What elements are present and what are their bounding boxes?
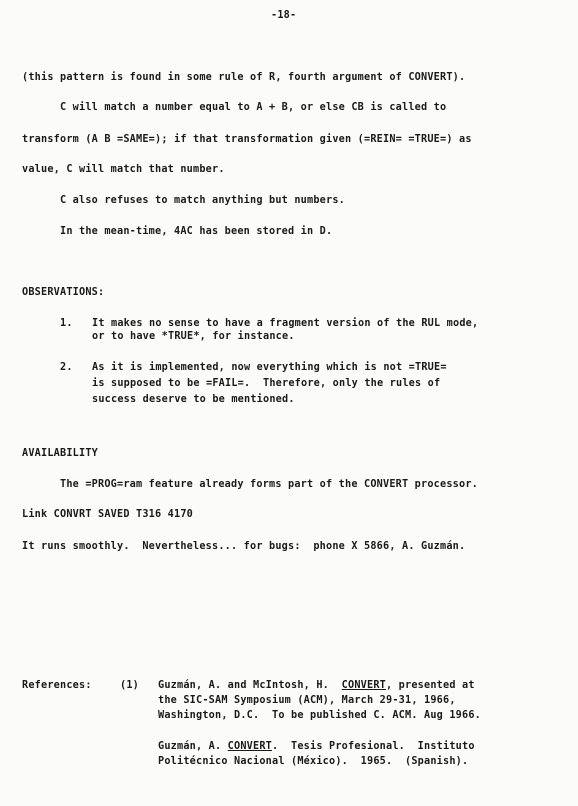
availability-line: Link CONVRT SAVED T316 4170	[22, 509, 194, 520]
reference-title: CONVERT	[341, 680, 387, 691]
paragraph-line: In the mean-time, 4AC has been stored in D.	[60, 226, 333, 237]
paragraph-line: value, C will match that number.	[22, 164, 225, 175]
reference-line: Washington, D.C. To be published C. ACM. Aug 1966.	[158, 710, 482, 721]
reference-line	[158, 680, 475, 692]
reference-authors: Guzmán, A.	[158, 741, 228, 752]
reference-text: . Tesis Profesional. Instituto	[272, 741, 475, 752]
reference-authors: Guzmán, A. and McIntosh, H.	[158, 680, 342, 691]
availability-heading: AVAILABILITY	[22, 448, 99, 459]
observation-item-line: success deserve to be mentioned.	[92, 394, 295, 405]
availability-line: It runs smoothly. Nevertheless... for bugs: phone X 5866, A. Guzmán.	[22, 541, 466, 552]
reference-text: , presented at	[386, 680, 475, 691]
observation-item-line: or to have *TRUE*, for instance.	[92, 331, 295, 342]
observation-item-line: It makes no sense to have a fragment version of the RUL mode,	[92, 318, 479, 329]
paragraph-line: (this pattern is found in some rule of R, fourth argument of CONVERT).	[22, 72, 466, 83]
references-label: References:	[22, 680, 92, 691]
observations-heading: OBSERVATIONS:	[22, 287, 105, 298]
paragraph-line: C will match a number equal to A + B, or else CB is called to	[60, 102, 447, 113]
reference-number: (1)	[120, 680, 140, 691]
reference-line	[158, 741, 475, 753]
reference-line: Politécnico Nacional (México). 1965. (Spanish).	[158, 756, 469, 767]
observation-item-line: is supposed to be =FAIL=. Therefore, only the rules of	[92, 378, 441, 389]
reference-title: CONVERT	[227, 741, 273, 752]
availability-line: The =PROG=ram feature already forms part of the CONVERT processor.	[60, 479, 479, 490]
observation-item-number: 2.	[60, 362, 73, 373]
paragraph-line: C also refuses to match anything but numbers.	[60, 195, 346, 206]
observation-item-number: 1.	[60, 318, 73, 329]
observation-item-line: As it is implemented, now everything which is not =TRUE=	[92, 362, 447, 373]
page-number: -18-	[271, 10, 297, 21]
reference-line: the SIC-SAM Symposium (ACM), March 29-31, 1966,	[158, 695, 456, 706]
paragraph-line: transform (A B =SAME=); if that transformation given (=REIN= =TRUE=) as	[22, 134, 472, 145]
